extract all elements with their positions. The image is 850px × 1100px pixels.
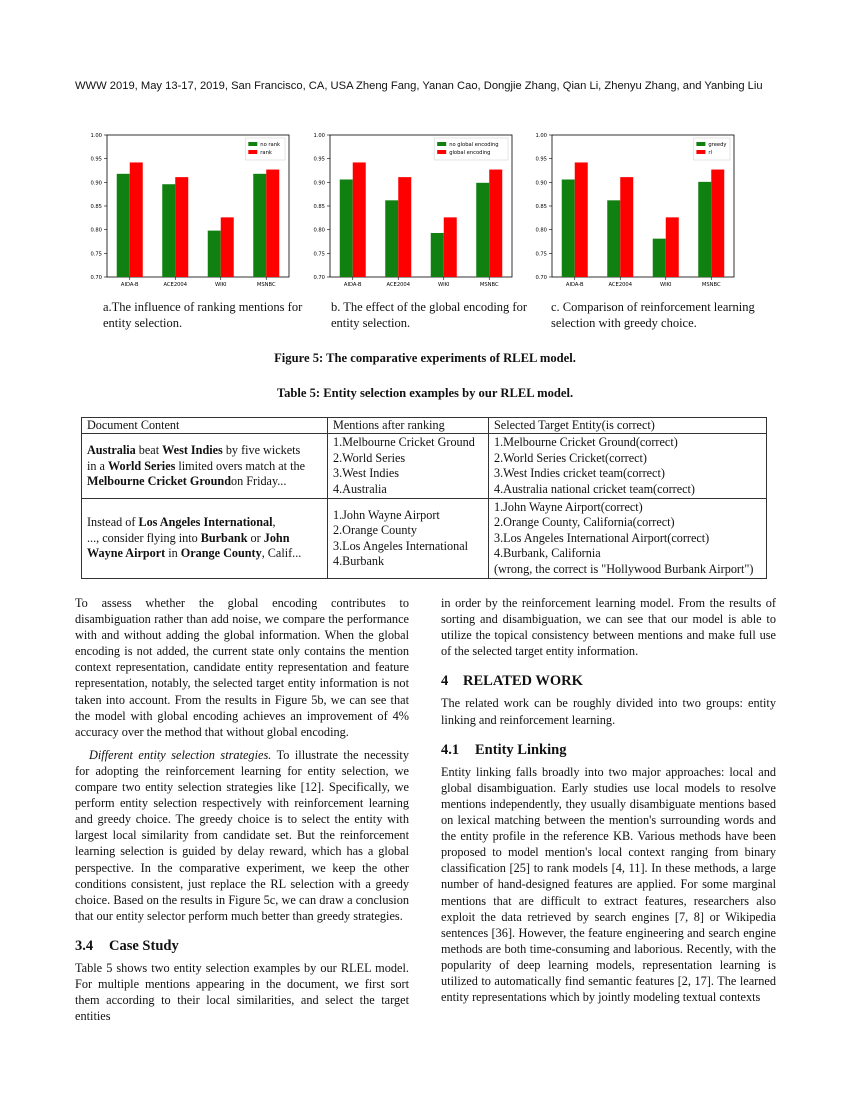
section-heading (75, 938, 409, 954)
doc-text: by five wickets (222, 443, 301, 458)
entity-item: 4.Australia national cricket team(correct) (494, 481, 695, 496)
header-selected-entity: Selected Target Entity(is correct) (489, 418, 767, 434)
mention-item: 4.Burbank (333, 553, 385, 568)
bar-rl (666, 217, 679, 277)
doc-line (87, 459, 322, 474)
mention-item: 3.Los Angeles International (333, 538, 469, 553)
doc-text: limited overs match at the (175, 458, 305, 473)
doc-text: ..., consider flying into (87, 530, 201, 545)
running-header: WWW 2019, May 13-17, 2019, San Francisco, CA, USA Zheng Fang, Yanan Cao, Dongjie Zhang, Qian Li, Zhenyu Zhang, and Yanbing Liu (75, 80, 763, 92)
entity-item: 1.Melbourne Cricket Ground(correct) (494, 435, 678, 450)
paragraph-text: To illustrate the necessity for adopting the reinforcement learning for entity selection, we compare two entity selection strategies like [12]. Specifically, we perform entity selection respectively with reinforcement learning and greedy choice. The greedy choice is to select the entity with largest local similarity from candidate set. But the reinforcement learning selection is guided by delay reward, which has a global perspective. In the comparative experiment, we keep the other conditions consistent, just replace the RL selection with a greedy choice. Based on the results in Figure 5c, we can draw a conclusion that our entity selector perform much better than greedy strategies. (75, 747, 409, 923)
paragraph (75, 747, 409, 924)
doc-text: or (247, 530, 264, 545)
chart-c-svg (527, 130, 739, 290)
chart-a (82, 130, 294, 290)
doc-text: , Calif... (261, 546, 302, 561)
subcaption-c: c. Comparison of reinforcement learning selection with greedy choice. (551, 300, 755, 330)
doc-line (87, 515, 322, 530)
legend-swatch (696, 150, 705, 154)
doc-line (87, 546, 322, 561)
legend-label: no global encoding (449, 142, 499, 148)
y-tick-label: 0.80 (535, 227, 547, 234)
mention-item: 4.Australia (333, 481, 387, 496)
doc-line (87, 443, 322, 458)
y-tick-label: 0.85 (90, 204, 102, 210)
section-heading (441, 742, 776, 758)
table-header-row (82, 418, 767, 434)
chart-a-svg (82, 130, 294, 290)
doc-text: , (272, 515, 276, 530)
chart-b-svg (305, 130, 517, 290)
y-tick-label: 1.00 (535, 133, 547, 139)
bar-no-global-encoding (340, 179, 353, 277)
entity-item: 4.Burbank, California (494, 546, 601, 561)
x-tick-label: WIKI (214, 282, 227, 288)
bar-greedy (562, 179, 575, 277)
y-tick-label: 0.80 (313, 227, 325, 234)
bar-rank (175, 177, 188, 277)
bar-rl (575, 162, 588, 277)
x-tick-label: ACE2004 (163, 282, 188, 288)
section-title: Case Study (109, 937, 179, 954)
table-row (82, 499, 767, 579)
bar-no-rank (208, 231, 221, 277)
legend-label: greedy (708, 142, 727, 148)
x-tick-label: MSNBC (256, 282, 276, 288)
bar-rank (221, 217, 234, 277)
bar-global-encoding (353, 162, 366, 277)
row2-mentions (328, 499, 489, 579)
bar-greedy (607, 200, 620, 277)
bar-no-rank (253, 174, 266, 277)
entity-item: 3.Los Angeles International Airport(correct) (494, 530, 710, 545)
legend-label: rank (260, 150, 272, 156)
x-tick-label: ACE2004 (386, 282, 411, 288)
doc-bold: Burbank (200, 530, 248, 545)
bar-global-encoding (398, 177, 411, 277)
y-tick-label: 0.75 (90, 251, 102, 258)
y-tick-label: 0.75 (313, 251, 325, 258)
doc-bold: Los Angeles International (138, 515, 273, 530)
x-tick-label: WIKI (659, 282, 672, 288)
entity-item: 2.World Series Cricket(correct) (494, 450, 647, 465)
paragraph-heading: Different entity selection strategies. (89, 747, 272, 762)
doc-bold: Wayne Airport (87, 546, 166, 561)
paragraph: To assess whether the global encoding contributes to disambiguation rather than add noise, we compare the performance with and without adding the global information. When the global encoding is not added, the current state only contains the mention context representation, candidate entity representation and feature representation, notably, the selected target entity information is not taken into account. From the results in Figure 5b, we can see that the model with global encoding achieves an improvement of 4% accuracy over the method that without global encoding. (75, 596, 409, 739)
chart-b (305, 130, 517, 290)
legend-label: global encoding (449, 150, 491, 156)
x-tick-label: AIDA-B (565, 282, 584, 288)
legend-label: rl (708, 150, 712, 156)
row1-entities (489, 434, 767, 499)
row1-document (82, 434, 328, 499)
legend-label: no rank (260, 142, 281, 148)
y-tick-label: 0.90 (535, 180, 547, 187)
subcaption-b: b. The effect of the global encoding for entity selection. (331, 300, 527, 330)
y-tick-label: 1.00 (313, 133, 325, 139)
row2-entities (489, 499, 767, 579)
x-tick-label: AIDA-B (343, 282, 362, 288)
mention-item: 1.Melbourne Cricket Ground (333, 435, 475, 450)
left-column (75, 595, 409, 1024)
paragraph: The related work can be roughly divided into two groups: entity linking and reinforcement learning. (441, 696, 776, 727)
entity-item: 2.Orange County, California(correct) (494, 515, 675, 530)
y-tick-label: 0.90 (313, 180, 325, 187)
bar-greedy (653, 239, 666, 277)
bar-no-rank (117, 174, 130, 277)
row2-document (82, 499, 328, 579)
legend-swatch (696, 142, 705, 146)
paragraph: Entity linking falls broadly into two major approaches: local and global disambiguation. Early studies use local models to resolve mentions independently, they usually disambiguate mentions based on lexical matching between the mention's surrounding words and the entity profile in the reference KB. Various methods have been proposed to model mention's local context ranging from binary classification [25] to rank models [4, 11]. In these methods, a large number of hand-designed features are applied. For some marginal mentions that are difficult to extract features, researchers also exploit the data retrieved by search engines [7, 8] or Wikipedia sentences [36]. However, the feature engineering and search engine methods are both time-consuming and laborious. Recently, with the popularity of deep learning models, representation learning is utilized to automatically find semantic features [2, 17]. The learned entity representations which by jointly modeling textual contexts (441, 764, 776, 1005)
table-row (82, 434, 767, 499)
section-title: Entity Linking (475, 741, 567, 758)
doc-text: Instead of (87, 515, 139, 530)
legend-swatch (248, 142, 257, 146)
legend-swatch (248, 150, 257, 154)
section-number: 3.4 (75, 937, 94, 954)
section-number: 4.1 (441, 741, 460, 758)
y-tick-label: 1.00 (90, 133, 102, 139)
x-tick-label: AIDA-B (120, 282, 139, 288)
mention-item: 3.West Indies (333, 466, 400, 481)
doc-line (87, 531, 322, 546)
x-tick-label: WIKI (437, 282, 450, 288)
bar-greedy (698, 182, 711, 277)
header-document-content: Document Content (82, 418, 328, 434)
bar-rl (620, 177, 633, 277)
legend-swatch (437, 142, 446, 146)
bar-global-encoding (444, 217, 457, 277)
right-column (441, 595, 776, 1005)
section-title: RELATED WORK (463, 673, 583, 690)
mention-item: 2.World Series (333, 450, 406, 465)
header-mentions: Mentions after ranking (328, 418, 489, 434)
entity-item: (wrong, the correct is "Hollywood Burbank Airport") (494, 561, 754, 576)
mention-item: 1.John Wayne Airport (333, 507, 440, 522)
paragraph: in order by the reinforcement learning model. From the results of sorting and disambiguation, we can see that our model is able to utilize the topical consistency between mentions and make full use of the selected target entity information. (441, 596, 776, 659)
figure-caption: Figure 5: The comparative experiments of RLEL model. (274, 351, 576, 365)
y-tick-label: 0.85 (313, 204, 325, 210)
doc-line (87, 474, 322, 489)
y-tick-label: 0.95 (535, 156, 547, 163)
bar-no-global-encoding (476, 183, 489, 277)
bar-global-encoding (489, 170, 502, 277)
y-tick-label: 0.85 (535, 204, 547, 210)
doc-bold: John (263, 530, 290, 545)
doc-bold: West Indies (162, 443, 223, 458)
x-tick-label: MSNBC (479, 282, 499, 288)
bar-no-rank (162, 184, 175, 277)
y-tick-label: 0.95 (90, 156, 102, 163)
legend-swatch (437, 150, 446, 154)
doc-text: in a (87, 458, 108, 473)
bar-rank (130, 162, 143, 277)
bar-rl (711, 170, 724, 277)
doc-text: beat (135, 443, 163, 458)
entity-item: 3.West Indies cricket team(correct) (494, 466, 665, 481)
section-heading (441, 673, 776, 689)
x-tick-label: ACE2004 (608, 282, 633, 288)
section-number: 4 (441, 673, 449, 690)
y-tick-label: 0.70 (313, 275, 325, 281)
y-tick-label: 0.70 (535, 275, 547, 281)
table-caption: Table 5: Entity selection examples by our RLEL model. (276, 386, 574, 400)
mention-item: 2.Orange County (333, 523, 417, 538)
doc-text: in (165, 546, 181, 561)
paragraph: Table 5 shows two entity selection examples by our RLEL model. For multiple mentions appearing in the document, we first sort them according to their local similarities, and select the target entities (75, 960, 409, 1024)
y-tick-label: 0.90 (90, 180, 102, 187)
y-tick-label: 0.95 (313, 156, 325, 163)
bar-no-global-encoding (431, 233, 444, 277)
bar-rank (266, 170, 279, 277)
doc-bold: Orange County (180, 546, 262, 561)
row1-mentions (328, 434, 489, 499)
entity-item: 1.John Wayne Airport(correct) (494, 500, 643, 515)
doc-bold: World Series (107, 458, 176, 473)
chart-c (527, 130, 739, 290)
doc-bold: Australia (87, 443, 136, 458)
subcaption-a: a.The influence of ranking mentions for entity selection. (103, 300, 303, 330)
y-tick-label: 0.70 (90, 275, 102, 281)
doc-bold: Melbourne Cricket Ground (87, 473, 231, 488)
y-tick-label: 0.75 (535, 251, 547, 258)
bar-no-global-encoding (385, 200, 398, 277)
x-tick-label: MSNBC (701, 282, 721, 288)
y-tick-label: 0.80 (90, 227, 102, 234)
doc-text: on Friday... (231, 473, 287, 488)
entity-selection-table (81, 417, 767, 579)
